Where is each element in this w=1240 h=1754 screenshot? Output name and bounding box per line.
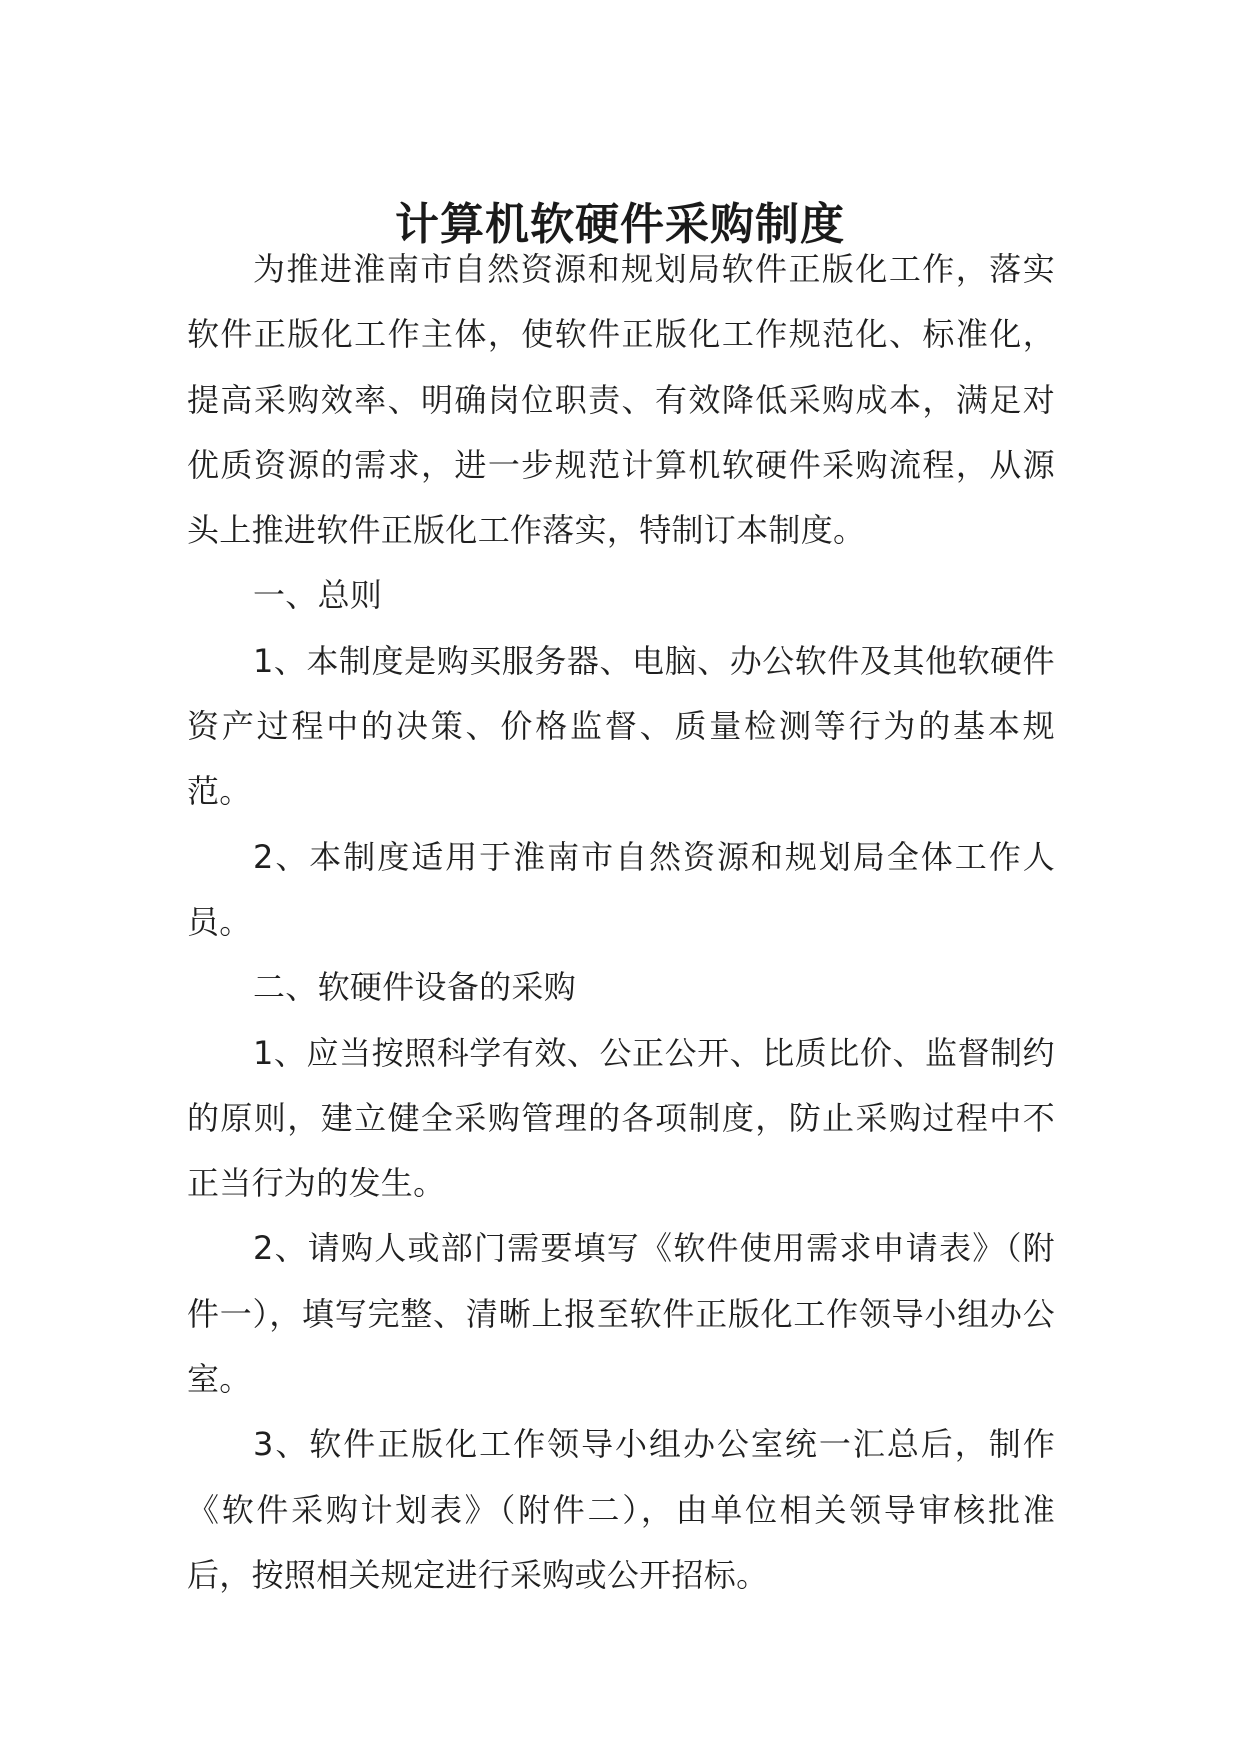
section-heading-general: 一、总则 xyxy=(253,576,383,615)
procurement-clause-3: 3、软件正版化工作领导小组办公室统一汇总后，制作《软件采购计划表》（附件二），由单位相关领导审核批准后，按照相关规定进行采购或公开招标。 xyxy=(187,1425,1055,1594)
document-body xyxy=(187,237,1055,1608)
general-clause-2: 2、本制度适用于淮南市自然资源和规划局全体工作人员。 xyxy=(187,837,1055,941)
section-heading-procurement: 二、软硬件设备的采购 xyxy=(253,968,577,1007)
intro-paragraph: 为推进淮南市自然资源和规划局软件正版化工作，落实软件正版化工作主体，使软件正版化工作规范化、标准化，提高采购效率、明确岗位职责、有效降低采购成本，满足对优质资源的需求，进一步规范计算机软硬件采购流程，从源头上推进软件正版化工作落实，特制订本制度。 xyxy=(187,250,1055,550)
document-title: 计算机软硬件采购制度 xyxy=(395,199,845,251)
general-clause-1: 1、本制度是购买服务器、电脑、办公软件及其他软硬件资产过程中的决策、价格监督、质量检测等行为的基本规范。 xyxy=(187,641,1055,811)
procurement-clause-1: 1、应当按照科学有效、公正公开、比质比价、监督制约的原则，建立健全采购管理的各项制度，防止采购过程中不正当行为的发生。 xyxy=(187,1033,1055,1203)
procurement-clause-2: 2、请购人或部门需要填写《软件使用需求申请表》（附件一），填写完整、清晰上报至软件正版化工作领导小组办公室。 xyxy=(187,1229,1055,1399)
